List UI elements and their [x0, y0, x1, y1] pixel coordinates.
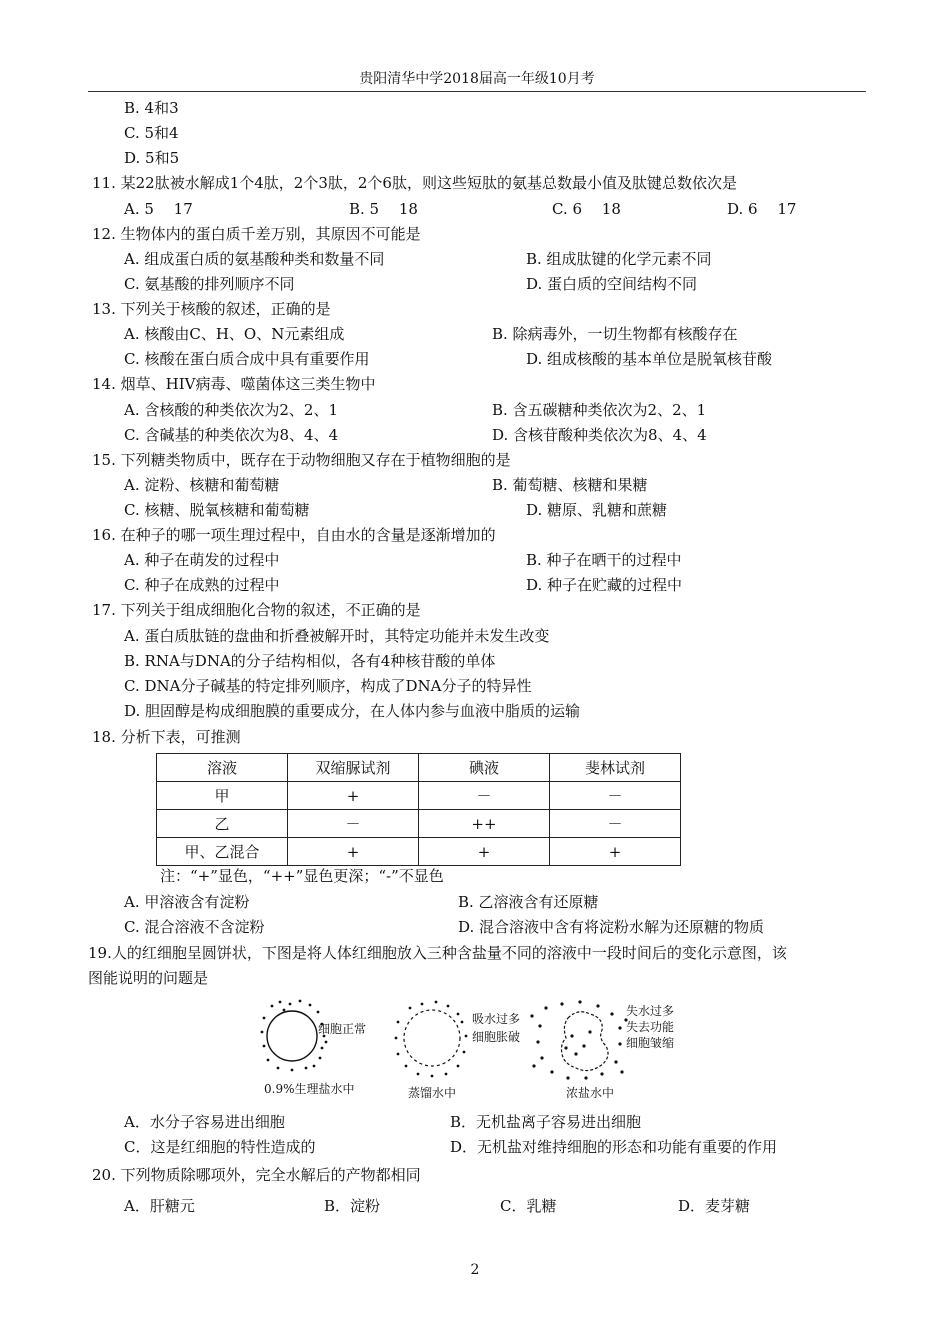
option-a: A. 核酸由C、H、O、N元素组成	[124, 325, 345, 343]
option-b: B. 含五碳糖种类依次为2、2、1	[492, 401, 707, 419]
table-header-cell: 斐林试剂	[550, 754, 681, 782]
figure-label-shrunk-3: 细胞皱缩	[626, 1036, 675, 1050]
option-a: A. 淀粉、核糖和葡萄糖	[124, 476, 280, 494]
option-d: D. 蛋白质的空间结构不同	[526, 275, 698, 293]
figure-label-normal: 细胞正常	[318, 1022, 367, 1036]
table-cell: －	[550, 810, 681, 838]
table-cell: 甲	[157, 782, 288, 810]
option-c: C. DNA分子碱基的特定排列顺序，构成了DNA分子的特异性	[124, 677, 532, 695]
page-number: 2	[470, 1262, 480, 1278]
figure-caption-distilled: 蒸馏水中	[408, 1086, 457, 1100]
option-c: C. 核糖、脱氧核糖和葡萄糖	[124, 501, 310, 519]
option-d: D. 6 17	[727, 200, 797, 218]
question-stem: 19.人的红细胞呈圆饼状，下图是将人体红细胞放入三种含盐量不同的溶液中一段时间后的变化示意图，该	[88, 944, 787, 962]
option-d: D. 含核苷酸种类依次为8、4、4	[492, 426, 707, 444]
table-cell: －	[419, 782, 550, 810]
option-d: D. 种子在贮藏的过程中	[526, 576, 683, 594]
option-b: B．淀粉	[324, 1197, 381, 1215]
option-a: A. 含核酸的种类依次为2、2、1	[124, 401, 339, 419]
option-b: B. 除病毒外，一切生物都有核酸存在	[492, 325, 738, 343]
option-a: A．肝糖元	[124, 1197, 195, 1215]
table-cell: 甲、乙混合	[157, 838, 288, 866]
option-b: B. 5 18	[349, 200, 418, 218]
option-b: B. 葡萄糖、核糖和果糖	[492, 476, 648, 494]
option-c: C. 混合溶液不含淀粉	[124, 918, 265, 936]
question-stem: 15. 下列糖类物质中，既存在于动物细胞又存在于植物细胞的是	[92, 451, 511, 469]
option-c: C. 6 18	[552, 200, 621, 218]
option-d: D. 混合溶液中含有将淀粉水解为还原糖的物质	[458, 918, 765, 936]
figure-caption-saline: 0.9%生理盐水中	[264, 1082, 355, 1096]
table-cell: －	[288, 810, 419, 838]
table-row	[157, 838, 681, 866]
table-cell: 乙	[157, 810, 288, 838]
option-d: D．无机盐对维持细胞的形态和功能有重要的作用	[450, 1138, 778, 1156]
question-stem: 17. 下列关于组成细胞化合物的叙述，不正确的是	[92, 601, 421, 619]
figure-caption-brine: 浓盐水中	[566, 1086, 615, 1100]
table-header-cell: 双缩脲试剂	[288, 754, 419, 782]
reagent-table	[156, 753, 681, 866]
option-d: D. 组成核酸的基本单位是脱氧核苷酸	[526, 350, 773, 368]
table-cell: +	[550, 838, 681, 866]
question-stem: 12. 生物体内的蛋白质千差万别，其原因不可能是	[92, 225, 421, 243]
table-header-cell: 碘液	[419, 754, 550, 782]
table-header-cell: 溶液	[157, 754, 288, 782]
figure-label-swollen-1: 吸水过多	[472, 1012, 521, 1026]
table-row	[157, 782, 681, 810]
figure-label-shrunk-2: 失去功能	[626, 1020, 675, 1034]
question-stem: 14. 烟草、HIV病毒、噬菌体这三类生物中	[92, 375, 376, 393]
option-b: B. 乙溶液含有还原糖	[458, 893, 599, 911]
option-b: B. 组成肽键的化学元素不同	[526, 250, 712, 268]
question-stem: 18. 分析下表，可推测	[92, 728, 241, 746]
option-c: C．乳糖	[500, 1197, 557, 1215]
option-d: D．麦芽糖	[678, 1197, 751, 1215]
question-stem: 20. 下列物质除哪项外，完全水解后的产物都相同	[92, 1166, 421, 1184]
option-d: D. 糖原、乳糖和蔗糖	[526, 501, 668, 519]
option-c: C. 含碱基的种类依次为8、4、4	[124, 426, 339, 444]
option-c: C. 氨基酸的排列顺序不同	[124, 275, 295, 293]
option-a: A. 组成蛋白质的氨基酸种类和数量不同	[124, 250, 385, 268]
table-cell: +	[288, 782, 419, 810]
option-a: A. 蛋白质肽链的盘曲和折叠被解开时，其特定功能并未发生改变	[124, 627, 550, 645]
table-cell: －	[550, 782, 681, 810]
option-d: D. 胆固醇是构成细胞膜的重要成分，在人体内参与血液中脂质的运输	[124, 702, 581, 720]
option-b: B．无机盐离子容易进出细胞	[450, 1113, 642, 1131]
table-cell: ++	[419, 810, 550, 838]
option-c: C. 5和4	[124, 124, 179, 142]
option-c: C. 种子在成熟的过程中	[124, 576, 280, 594]
table-header-row	[157, 754, 681, 782]
table-cell: +	[419, 838, 550, 866]
red-blood-cell-figure	[250, 996, 710, 1100]
question-stem: 16. 在种子的哪一项生理过程中，自由水的含量是逐渐增加的	[92, 526, 496, 544]
option-c: C．这是红细胞的特性造成的	[124, 1138, 316, 1156]
option-b: B. 4和3	[124, 99, 179, 117]
option-b: B. RNA与DNA的分子结构相似，各有4种核苷酸的单体	[124, 652, 496, 670]
figure-label-shrunk-1: 失水过多	[626, 1004, 675, 1018]
page-header: 贵阳清华中学2018届高一年级10月考	[88, 68, 866, 92]
option-a: A. 种子在萌发的过程中	[124, 551, 280, 569]
figure-label-swollen-2: 细胞胀破	[472, 1030, 521, 1044]
table-note: 注：“+”显色，“++”显色更深；“-”不显色	[160, 867, 444, 885]
question-stem: 11. 某22肽被水解成1个4肽，2个3肽，2个6肽，则这些短肽的氨基总数最小值及肽键总数依次是	[92, 174, 737, 192]
question-stem: 13. 下列关于核酸的叙述，正确的是	[92, 300, 331, 318]
option-c: C. 核酸在蛋白质合成中具有重要作用	[124, 350, 370, 368]
option-b: B. 种子在晒干的过程中	[526, 551, 682, 569]
option-d: D. 5和5	[124, 149, 180, 167]
option-a: A. 甲溶液含有淀粉	[124, 893, 250, 911]
option-a: A．水分子容易进出细胞	[124, 1113, 285, 1131]
option-a: A. 5 17	[124, 200, 193, 218]
table-row	[157, 810, 681, 838]
question-stem-continued: 图能说明的问题是	[88, 969, 209, 987]
table-cell: +	[288, 838, 419, 866]
